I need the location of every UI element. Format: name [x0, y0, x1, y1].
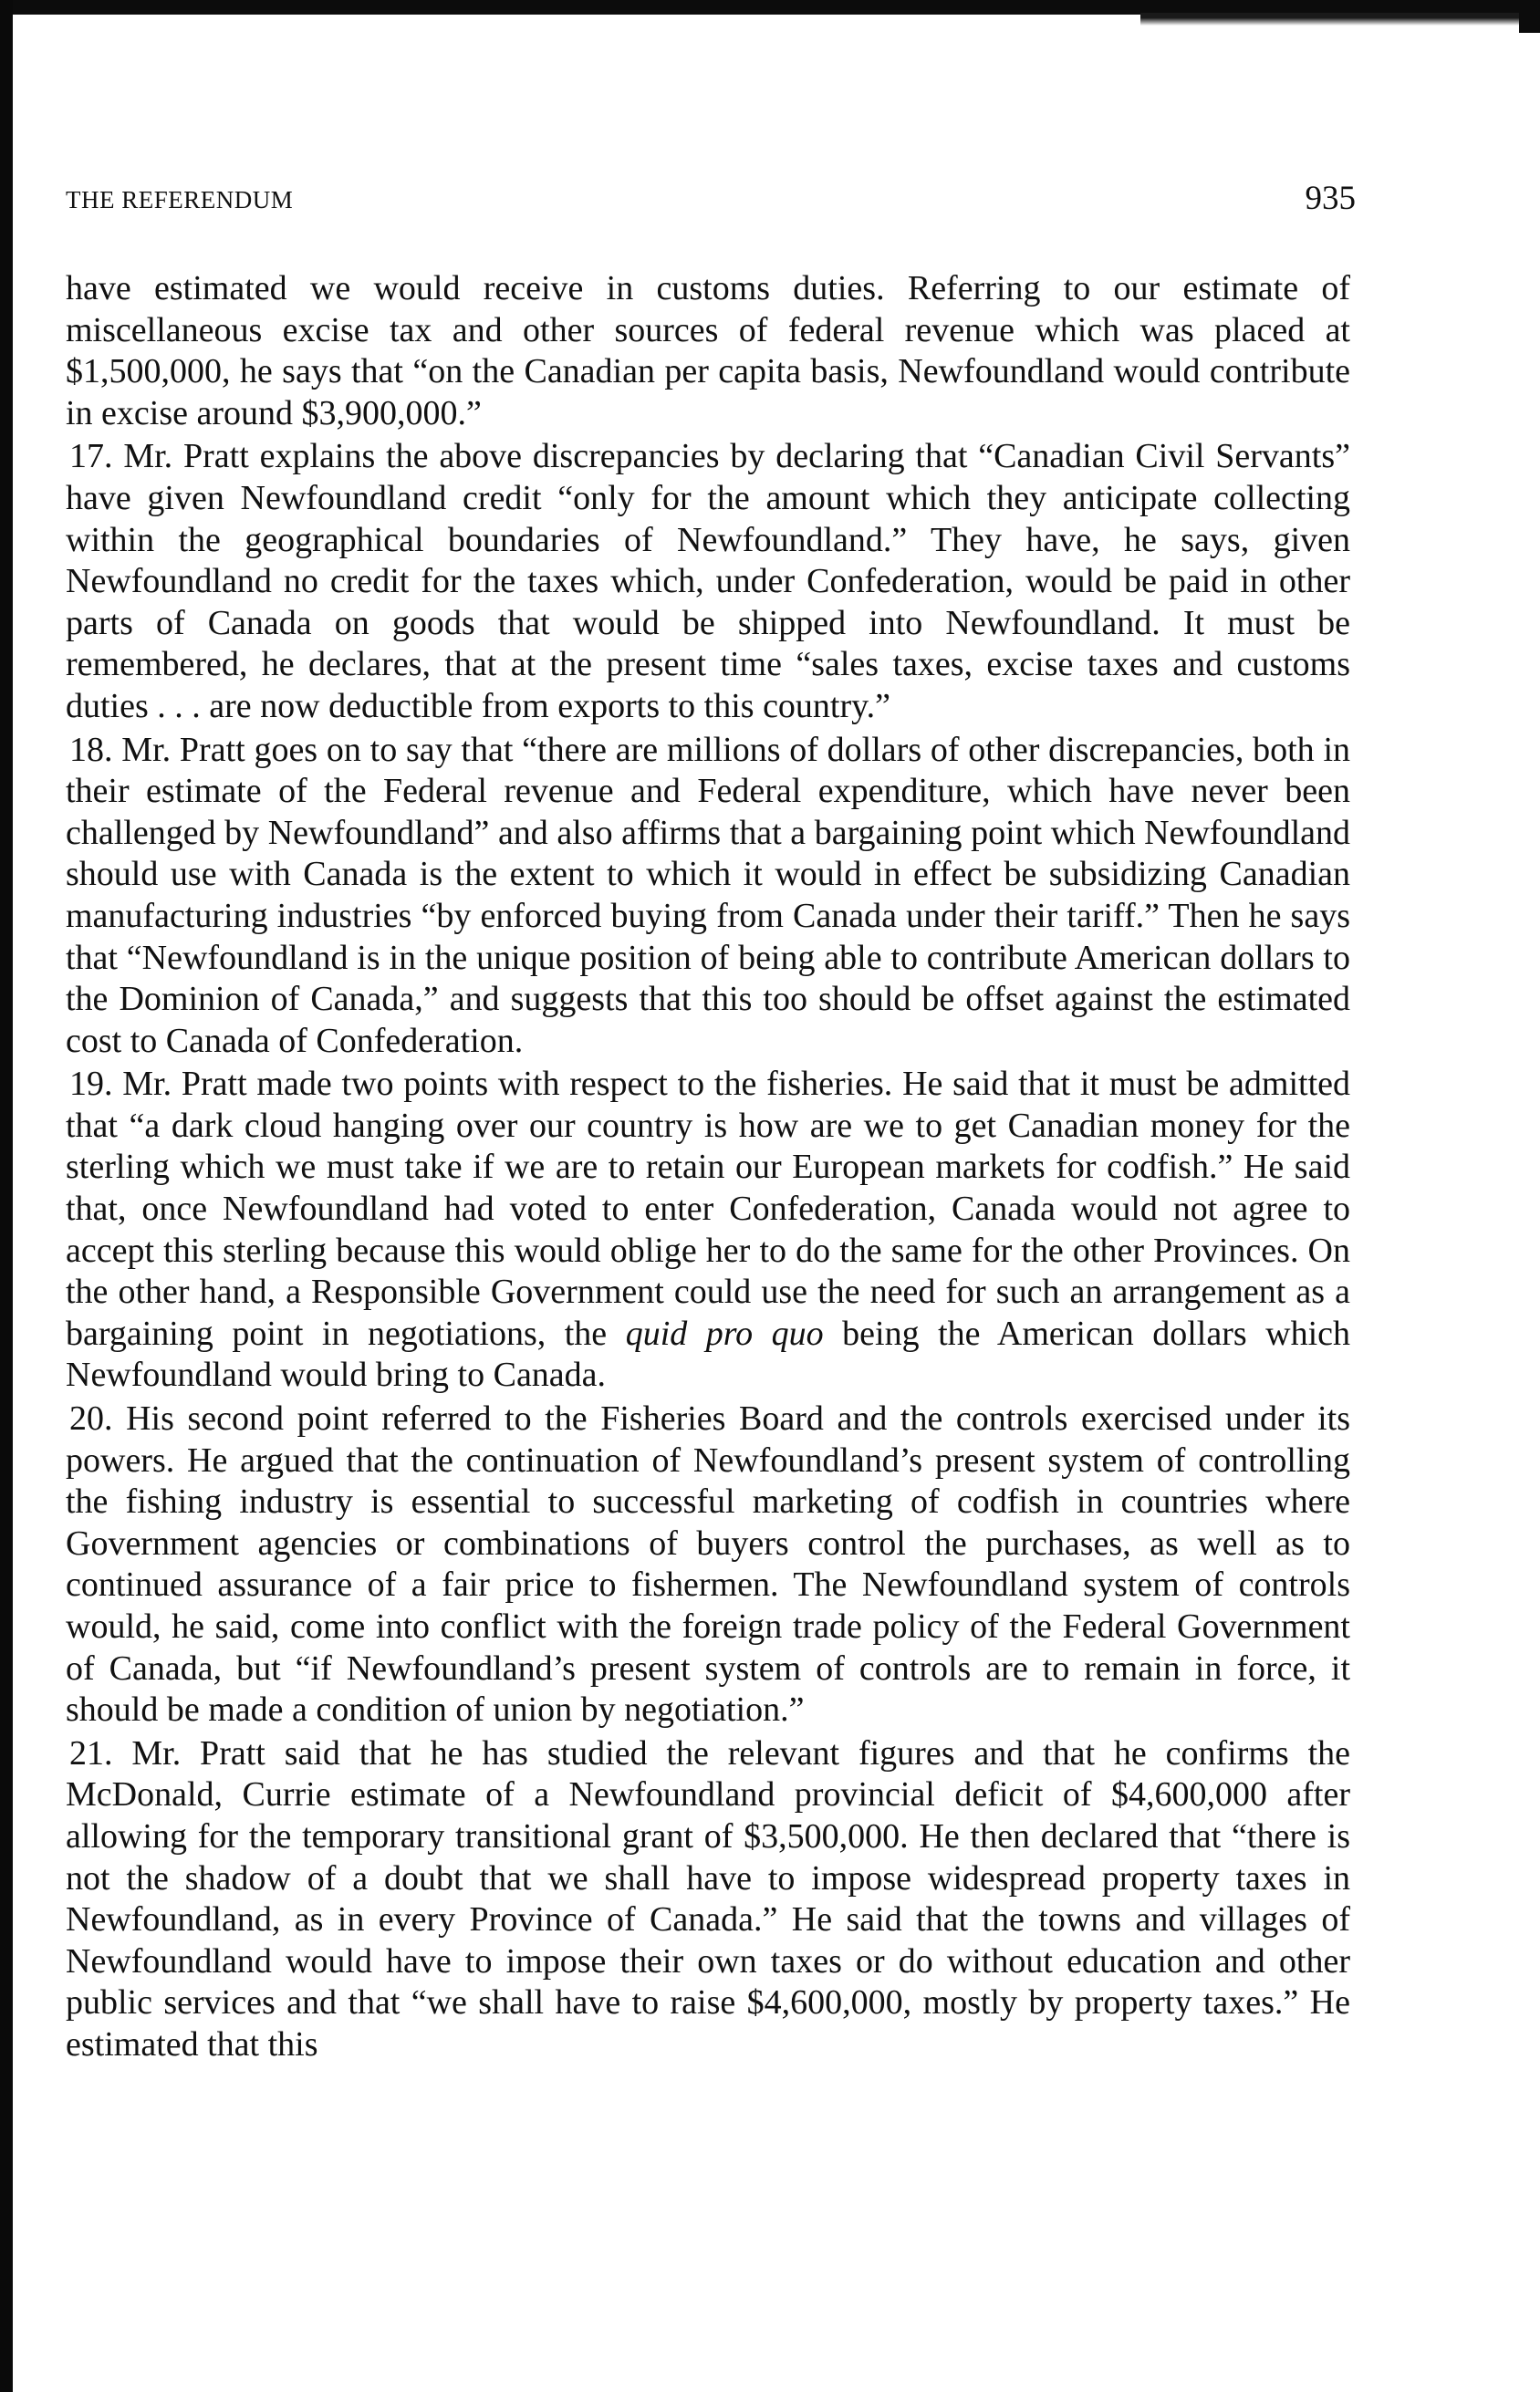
paragraph-text-end: being the American dollars which Newfoundland would bring to Canada. [66, 1314, 1351, 1395]
paragraph-continuation [66, 268, 1350, 434]
paragraph-text: Mr. Pratt explains the above discrepancies by declaring that “Canadian Civil Servants” have given Newfoundland credit “only for the amount which they anticipate collecting within the geographical boundaries of Newfoundland.” They have, he says, given Newfoundland no credit for the taxes which, under Confederation, would be paid in other parts of Canada on goods that would be shipped into Newfoundland. It must be remembered, he declares, that at the present time “sales taxes, excise taxes and customs duties . . . are now deductible from exports to this country.” [66, 437, 1350, 725]
paragraph-text: His second point referred to the Fisheries Board and the controls exercised under its powers. He argued that the continuation of Newfoundland’s present system of controlling the fishing industry is essential to successful marketing of codfish in countries where Government agencies or combinations of buyers control the purchases, as well as to continued assurance of a fair price to fishermen. The Newfoundland system of controls would, he said, come into conflict with the foreign trade policy of the Federal Government of Canada, but “if Newfoundland’s present system of controls are to remain in force, it should be made a condition of union by negotiation.” [66, 1399, 1350, 1730]
paragraph-18 [66, 730, 1350, 1063]
paragraph-italic-phrase: quid pro quo [625, 1314, 824, 1353]
paragraph-text: have estimated we would receive in customs duties. Referring to our estimate of miscellaneous excise tax and other sources of federal revenue which was placed at $1,500,000, he says that “on the Canadian per capita basis, Newfoundland would contribute in excise around $3,900,000.” [66, 269, 1350, 432]
body-text [66, 268, 1350, 2066]
paragraph-text: Mr. Pratt said that he has studied the relevant figures and that he confirms the McDonald, Currie estimate of a Newfoundland provincial deficit of $4,600,000 after allowing for the temporary transitional grant of $3,500,000. He then declared that “there is not the shadow of a doubt that we shall have to impose widespread property taxes in Newfoundland, as in every Province of Canada.” He said that the towns and villages of Newfoundland would have to impose their own taxes or do without education and other public services and that “we shall have to raise $4,600,000, mostly by property taxes.” He estimated that this [66, 1733, 1350, 2064]
paragraph-number: 20. [69, 1399, 113, 1439]
running-head-title: THE REFERENDUM [66, 186, 294, 213]
scan-edge-corner [1519, 0, 1540, 33]
running-head [66, 173, 1356, 230]
scan-edge-left [0, 0, 13, 2392]
scan-edge-top-taper [1140, 13, 1540, 26]
paragraph-text: Mr. Pratt made two points with respect to the fisheries. He said that it must be admitted that “a dark cloud hanging over our country is how are we to get Canadian money for the sterling which we must take if we are to retain our European markets for codfish.” He said that, once Newfoundland had voted to enter Confederation, Canada would not agree to accept this sterling because this would oblige her to do the same for the other Provinces. On the other hand, a Responsible Government could use the need for such an arrangement as a bargaining point in negotiations, the [66, 1065, 1350, 1353]
paragraph-text: Mr. Pratt goes on to say that “there are millions of dollars of other discrepancies, both in their estimate of the Federal revenue and Federal expenditure, which have never been challenged by Newfoundland” and also affirms that a bargaining point which Newfoundland should use with Canada is the extent to which it would in effect be subsidizing Canadian manufacturing industries “by enforced buying from Canada under their tariff.” Then he says that “Newfoundland is in the unique position of being able to contribute American dollars to the Dominion of Canada,” and suggests that this too should be offset against the estimated cost to Canada of Confederation. [66, 730, 1351, 1060]
paragraph-19 [66, 1064, 1350, 1397]
paragraph-number: 18. [69, 730, 113, 769]
page-number: 935 [1305, 180, 1356, 217]
paragraph-number: 21. [69, 1733, 113, 1773]
paragraph-21 [66, 1733, 1350, 2066]
paragraph-17 [66, 436, 1350, 727]
book-page [66, 173, 1356, 2066]
paragraph-20 [66, 1399, 1350, 1732]
paragraph-number: 19. [69, 1065, 113, 1104]
paragraph-number: 17. [69, 437, 113, 476]
